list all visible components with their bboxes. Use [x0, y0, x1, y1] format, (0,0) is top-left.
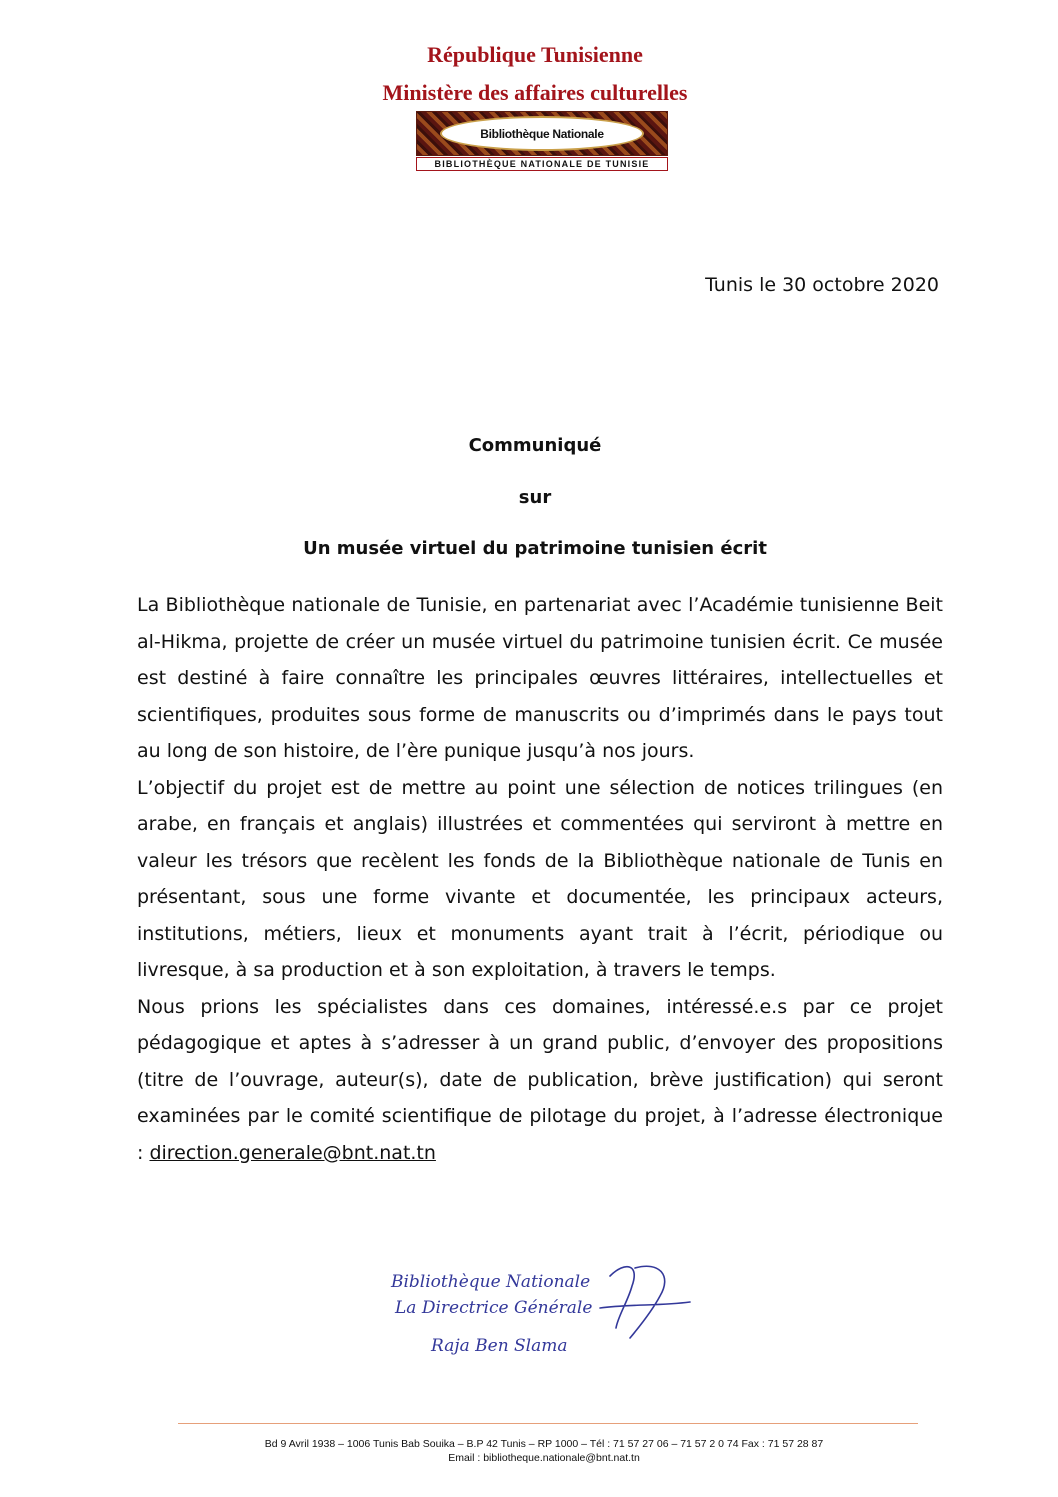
- letterhead: [0, 36, 1058, 112]
- request-text: Nous prions les spécialistes dans ces domaines, intéressé.e.s par ce projet pédagogique et aptes à s’adresser à un grand public, d’envoyer des propositions (titre de l’ouvrage, auteur(s), date de publication, brève justification) qui seront examinées par le comité scientifique de pilotage du projet, à l’adresse électronique :: [137, 995, 943, 1164]
- signature-institution: Bibliothèque Nationale: [391, 1272, 591, 1292]
- logo-cartouche: [440, 116, 644, 151]
- title-sur: sur: [518, 487, 552, 508]
- paragraph-intro: La Bibliothèque nationale de Tunisie, en partenariat avec l’Académie tunisienne Beit al-Hikma, projette de créer un musée virtuel du patrimoine tunisien écrit. Ce musée est destiné à faire connaître les principales œuvres littéraires, intellectuelles et scientifiques, produites sous forme de manuscrits ou d’imprimés dans le pays tout au long de son histoire, de l’ère punique jusqu’à nos jours.: [137, 594, 943, 762]
- signature-name: Raja Ben Slama: [431, 1336, 568, 1356]
- footer-email: Email : bibliotheque.nationale@bnt.nat.tn: [448, 1452, 640, 1464]
- signature-stamp: [385, 1264, 705, 1374]
- signature-role: La Directrice Générale: [395, 1298, 593, 1318]
- footer-divider: [178, 1423, 918, 1424]
- letter-date: Tunis le 30 octobre 2020: [705, 274, 939, 296]
- ministry-heading: Ministère des affaires culturelles: [382, 80, 688, 105]
- logo-name: Bibliothèque Nationale: [480, 126, 604, 141]
- library-logo: [416, 111, 668, 171]
- logo-strip: BIBLIOTHÈQUE NATIONALE DE TUNISIE: [416, 157, 668, 171]
- contact-email-link[interactable]: direction.generale@bnt.nat.tn: [149, 1141, 436, 1164]
- footer: [0, 1437, 1058, 1465]
- handwritten-signature-icon: [580, 1256, 700, 1346]
- paragraph-objective: L’objectif du projet est de mettre au point une sélection de notices trilingues (en arabe, en français et anglais) illustrées et commentées qui serviront à mettre en valeur les trésors que recèlent les fonds de la Bibliothèque nationale de Tunis en présentant, sous une forme vivante et documentée, les principaux acteurs, institutions, métiers, lieux et monuments ayant trait à l’écrit, périodique ou livresque, à sa production et à son exploitation, à travers le temps.: [137, 776, 943, 981]
- footer-address: Bd 9 Avril 1938 – 1006 Tunis Bab Souika – B.P 42 Tunis – RP 1000 – Tél : 71 57 27 06 – 71 57 2 0 74 Fax : 71 57 28 87: [264, 1438, 824, 1450]
- letter-body: [137, 587, 943, 1171]
- title-communique: Communiqué: [468, 435, 602, 456]
- title-subject: Un musée virtuel du patrimoine tunisien écrit: [303, 538, 767, 559]
- republic-heading: République Tunisienne: [427, 42, 643, 67]
- paragraph-request: [137, 989, 943, 1172]
